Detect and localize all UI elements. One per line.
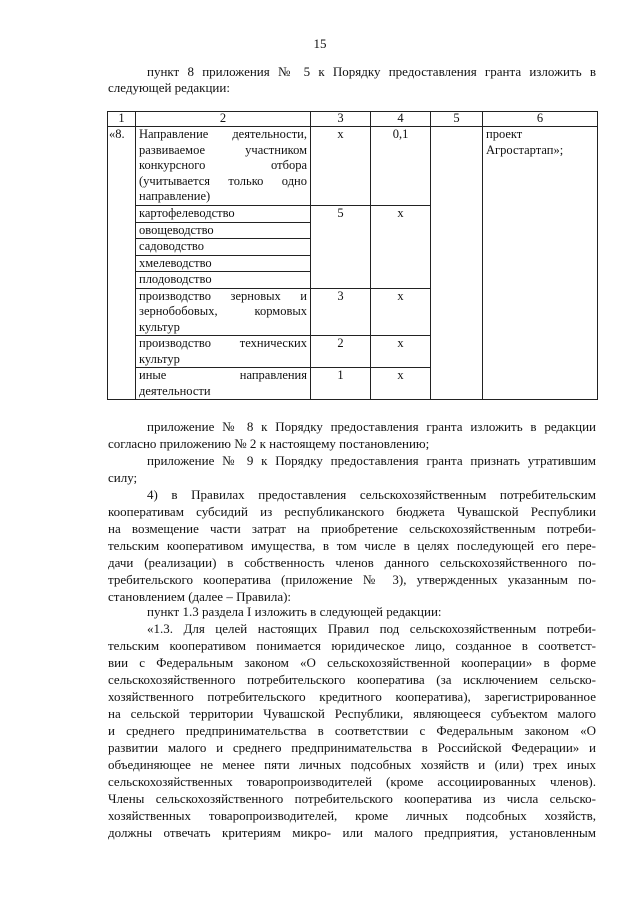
col6-cell: проект Агростартап»; — [483, 127, 598, 400]
table-header-cell: 5 — [431, 112, 483, 127]
paragraph-line: хозяйственного потребительского кредитного кооператива), зарегистрированное — [108, 689, 596, 704]
score-cell: 2 — [311, 336, 371, 368]
col5-cell — [431, 127, 483, 400]
table-header-cell: 2 — [136, 112, 311, 127]
score-cell: 5 — [311, 206, 371, 289]
paragraph-line: 4) в Правилах предоставления сельскохозяйственным потребительским — [147, 487, 596, 502]
paragraph-line: требительского кооператива (приложение № 3), утвержденных указанным по- — [108, 572, 596, 587]
paragraph-line: дачи (реализации) в собственность членов данного сельскохозяйственного по- — [108, 555, 596, 570]
mark-cell: х — [371, 336, 431, 368]
paragraph-line: сельскохозяйственного потребительского кооператива (за исключением сельско- — [108, 672, 596, 687]
sub-direction-cell: овощеводство — [136, 222, 311, 239]
paragraph-line: развитии малого и среднего предпринимательства в Российской Федерации» и — [108, 740, 596, 755]
page-number: 15 — [313, 36, 327, 51]
paragraph-line: «1.3. Для целей настоящих Правил под сельскохозяйственным потреби- — [147, 621, 596, 636]
sub-direction-cell: производство технических культур — [136, 336, 311, 368]
paragraph-line: пункт 1.3 раздела I изложить в следующей редакции: — [147, 604, 442, 619]
mark-cell: х — [371, 206, 431, 289]
paragraph-line: вии с Федеральным законом «О сельскохозяйственной кооперации» в форме — [108, 655, 596, 670]
score-cell: 1 — [311, 368, 371, 400]
mark-cell: х — [371, 368, 431, 400]
sub-direction-cell: картофелеводство — [136, 206, 311, 223]
intro-line-1: пункт 8 приложения № 5 к Порядку предоставления гранта изложить в — [147, 64, 596, 79]
sub-direction-cell: садоводство — [136, 239, 311, 256]
table-header-cell: 3 — [311, 112, 371, 127]
table-row — [108, 127, 598, 206]
paragraph-line: кооперативам субсидий из республиканского бюджета Чувашской Республики — [108, 504, 596, 519]
row-number-cell: «8. — [108, 127, 136, 400]
mark-cell: х — [371, 288, 431, 336]
paragraph-line: хозяйственных товаропроизводителей, кроме личных подсобных хозяйств, — [108, 808, 596, 823]
sub-direction-cell: плодоводство — [136, 272, 311, 289]
paragraph-line: согласно приложению № 2 к настоящему постановлению; — [108, 436, 430, 451]
sub-direction-cell: производство зерновых и зернобобовых, кормовых культур — [136, 288, 311, 336]
paragraph-line: становлением (далее – Правила): — [108, 589, 292, 604]
sub-direction-cell: иные направления деятельности — [136, 368, 311, 400]
intro-line-2: следующей редакции: — [108, 80, 230, 95]
paragraph-line: на возмещение части затрат на приобретение сельскохозяйственным потреби- — [108, 521, 596, 536]
score-cell: 3 — [311, 288, 371, 336]
sub-direction-cell: хмелеводство — [136, 255, 311, 272]
paragraph-line: и среднего предпринимательства в соответствии с Федеральным законом «О — [108, 723, 596, 738]
criteria-table — [107, 111, 598, 400]
paragraph-line: на сельской территории Чувашской Республики, являющееся субъектом малого — [108, 706, 596, 721]
paragraph-line: приложение № 9 к Порядку предоставления гранта признать утратившим — [147, 453, 596, 468]
col3-cell: х — [311, 127, 371, 206]
table-header-cell: 1 — [108, 112, 136, 127]
paragraph-line: силу; — [108, 470, 138, 485]
direction-cell: Направление деятельности, развиваемое участником конкурсного отбора (учитывается только одно направление) — [136, 127, 311, 206]
col4-cell: 0,1 — [371, 127, 431, 206]
paragraph-line: тельским кооперативом имущества, в том числе в целях последующей его пере- — [108, 538, 596, 553]
table-header-cell: 6 — [483, 112, 598, 127]
paragraph-line: сельскохозяйственных товаропроизводителей (кроме ассоциированных членов). — [108, 774, 596, 789]
table-header-cell: 4 — [371, 112, 431, 127]
table-header-row — [108, 112, 598, 127]
paragraph-line: тельским кооперативом понимается юридическое лицо, созданное в соответст- — [108, 638, 596, 653]
paragraph-line: должны отвечать критериям микро- или малого предприятия, установленным — [108, 825, 596, 840]
paragraph-line: приложение № 8 к Порядку предоставления гранта изложить в редакции — [147, 419, 596, 434]
paragraph-line: Члены сельскохозяйственного потребительского кооператива из числа сельско- — [108, 791, 596, 806]
paragraph-line: объединяющее не менее пяти личных подсобных хозяйств и (или) трех иных — [108, 757, 596, 772]
